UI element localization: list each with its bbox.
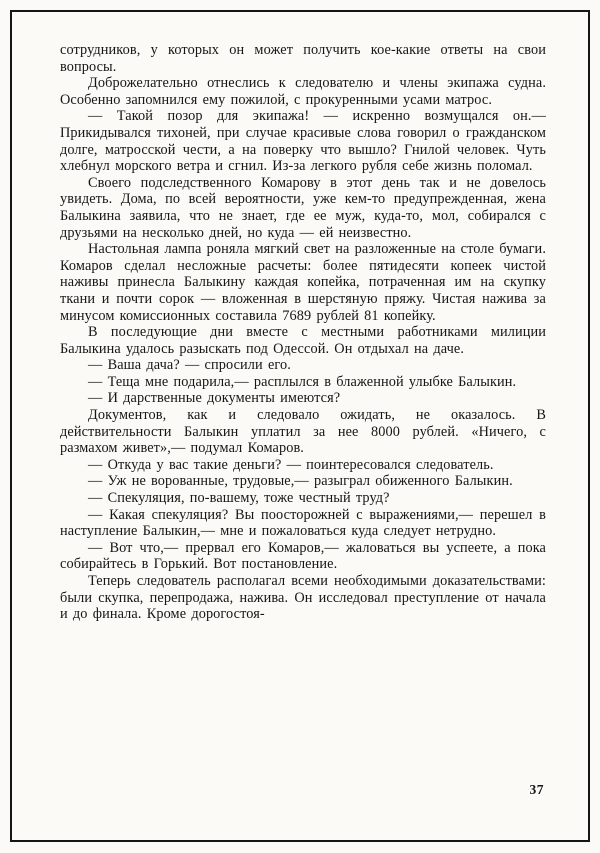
page-border-frame xyxy=(10,10,590,842)
paragraph: В последующие дни вместе с местными работниками милиции Балыкина удалось разыскать под Одессой. Он отдыхал на даче. xyxy=(60,324,546,357)
page-number: 37 xyxy=(529,782,544,797)
paragraph: — Такой позор для экипажа! — искренно возмущался он.— Прикидывался тихоней, при случае красивые слова говорил о гражданском долге, матросской чести, а на поверку что вышло? Гнилой человек. Чуть хлебнул морского ветра и сгнил. Из-за легкого рубля себе жизнь поломал. xyxy=(60,108,546,175)
paragraph: — И дарственные документы имеются? xyxy=(88,390,341,407)
paragraph: Доброжелательно отнеслись к следователю и члены экипажа судна. Особенно запомнился ему пожилой, с прокуренными усами матрос. xyxy=(60,75,546,108)
paragraph: Своего подследственного Комарову в этот день так и не довелось увидеть. Дома, по всей вероятности, уже кем-то предупрежденная, жена Балыкина заявила, что не знает, где ее муж, куда-то, мол, собирался с друзьями на несколько дней, но куда — ей неизвестно. xyxy=(60,174,546,241)
paragraph: — Ваша дача? — спросили его. xyxy=(88,357,291,374)
paragraph: — Какая спекуляция? Вы поосторожней с выражениями,— перешел в наступление Балыкин,— мне и пожаловаться куда следует нетрудно. xyxy=(60,506,546,540)
paragraph: — Спекуляция, по-вашему, тоже честный труд? xyxy=(88,490,390,507)
page-text-block xyxy=(60,42,546,780)
paragraph: — Вот что,— прервал его Комаров,— жаловаться вы успеете, а пока собирайтесь в Горький. Вот постановление. xyxy=(60,539,546,573)
paragraph: — Уж не ворованные, трудовые,— разыграл обиженного Балыкин. xyxy=(88,473,513,490)
paragraph: сотрудников, у которых он может получить кое-какие ответы на свои вопросы. xyxy=(60,42,546,75)
paragraph: — Теща мне подарила,— расплылся в блаженной улыбке Балыкин. xyxy=(88,373,517,390)
paragraph: — Откуда у вас такие деньги? — поинтересовался следователь. xyxy=(88,456,494,473)
paragraph: Документов, как и следовало ожидать, не оказалось. В действительности Балыкин уплатил за нее 8000 рублей. «Ничего, с размахом живет»,— подумал Комаров. xyxy=(60,407,546,457)
paragraph: Настольная лампа роняла мягкий свет на разложенные на столе бумаги. Комаров сделал несложные расчеты: более пятидесяти копеек чистой наживы принесла Балыкину каждая копейка, потраченная им на скупку ткани и почти сорок — вложенная в шерстяную пряжу. Чистая нажива за минусом комиссионных составила 7689 рублей 81 копейку. xyxy=(60,241,546,324)
paragraph: Теперь следователь располагал всеми необходимыми доказательствами: были скупка, перепродажа, нажива. Он исследовал преступление от начала и до финала. Кроме дорогостоя- xyxy=(60,573,546,623)
